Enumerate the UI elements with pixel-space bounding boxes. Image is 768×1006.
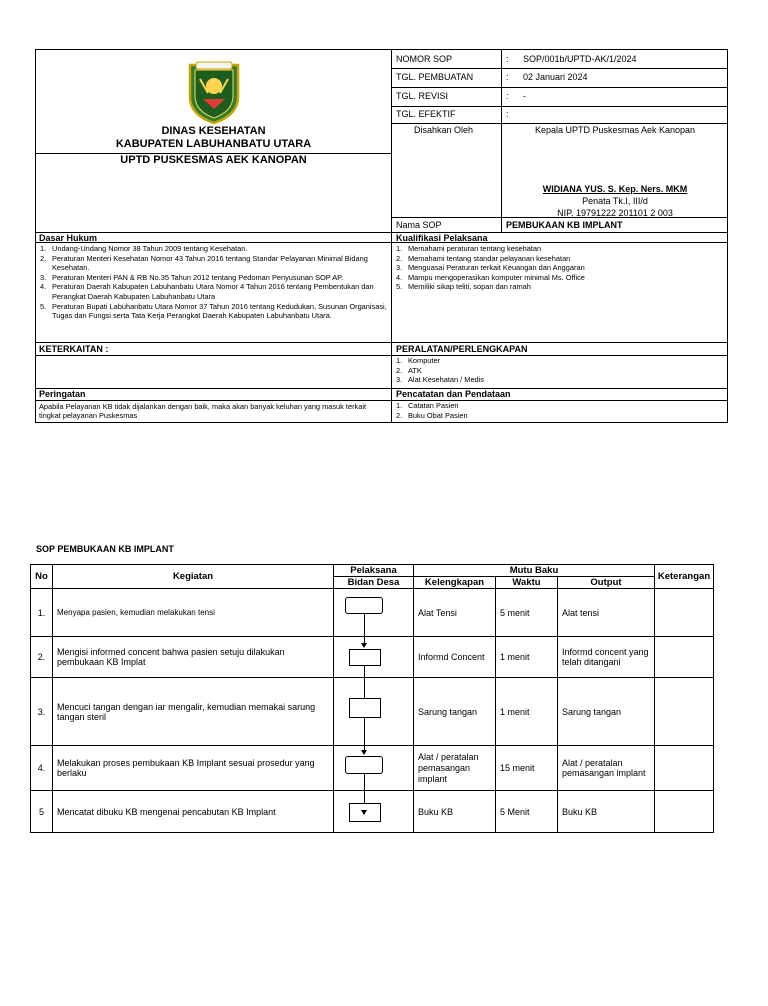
list-item: 2. Peraturan Menteri Kesehatan Nomor 43 Tahun 2016 tentang Standar Pelayanan Minimal Bidang Kesehatan. (40, 253, 368, 273)
col-header-bidan-desa: Bidan Desa (334, 577, 414, 589)
flowchart-cell (334, 678, 414, 746)
row-waktu: 5 menit (496, 589, 558, 637)
row-output: Alat / peratalan pemasangan implant (558, 746, 655, 791)
col-header-no: No (31, 565, 53, 589)
procedure-table (30, 564, 714, 833)
dasar-hukum-list (38, 244, 388, 321)
list-item: 3. Peraturan Menteri PAN & RB No.35 Tahun 2012 tentang Pedoman Penyusunan SOP AP. (40, 272, 344, 282)
list-item: 1. Komputer (396, 356, 441, 365)
flowchart-cell (334, 589, 414, 637)
row-kelengkapan: Sarung tangan (414, 678, 496, 746)
table-row (31, 637, 714, 678)
list-item: 3. Menguasai Peraturan terkait Keuangan dan Anggaran (396, 263, 585, 273)
flowchart-start-terminal (345, 597, 383, 614)
org-name-line-2: KABUPATEN LABUHANBATU UTARA (115, 138, 312, 150)
list-item: 4. Mampu mengoperasikan komputer minimal Ms. Office (396, 272, 585, 282)
row-no: 4. (31, 746, 53, 791)
row-no: 5 (31, 791, 53, 833)
row-waktu: 5 Menit (496, 791, 558, 833)
procedure-title: SOP PEMBUKAAN KB IMPLANT (36, 544, 174, 554)
col-header-kegiatan: Kegiatan (53, 565, 334, 589)
meta-value-tgl-pembuatan: 02 Januari 2024 (523, 72, 588, 82)
row-keterangan (655, 791, 714, 833)
row-kelengkapan: Alat / peratalan pemasangan implant (414, 746, 496, 791)
org-name-line-1: DINAS KESEHATAN (161, 125, 266, 137)
flowchart-end-terminal (345, 756, 383, 774)
meta-sep: : (506, 109, 509, 119)
row-kegiatan: Mengisi informed concent bahwa pasien setuju dilakukan pembukaan KB Implat (53, 637, 334, 678)
peralatan-list (394, 356, 724, 385)
meta-sep: : (506, 72, 509, 82)
col-header-pelaksana: Pelaksana (334, 565, 414, 577)
table-row (31, 678, 714, 746)
flowchart-cell (334, 791, 414, 833)
row-keterangan (655, 637, 714, 678)
row-kegiatan: Menyapa pasien, kemudian melakukan tensi (53, 589, 334, 637)
col-header-output: Output (558, 577, 655, 589)
flowchart-process-box (349, 649, 381, 666)
row-waktu: 1 menit (496, 678, 558, 746)
meta-sep: : (506, 91, 509, 101)
meta-sep: : (506, 54, 509, 64)
approved-by-label: Disahkan Oleh (414, 125, 474, 135)
row-waktu: 1 menit (496, 637, 558, 678)
row-kelengkapan: Buku KB (414, 791, 496, 833)
row-kegiatan: Melakukan proses pembukaan KB Implant sesuai prosedur yang berlaku (53, 746, 334, 791)
row-kegiatan: Mencuci tangan dengan iar mengalir, kemudian memakai sarung tangan steril (53, 678, 334, 746)
kualifikasi-title: Kualifikasi Pelaksana (396, 233, 488, 243)
list-item: 2. ATK (396, 365, 422, 375)
peralatan-title: PERALATAN/PERLENGKAPAN (396, 344, 528, 354)
row-kelengkapan: Alat Tensi (414, 589, 496, 637)
meta-label-nomor-sop: NOMOR SOP (396, 54, 453, 64)
flowchart-cell (334, 746, 414, 791)
list-item: 5. Memiliki sikap teliti, sopan dan ramah (396, 282, 531, 292)
org-name-line-3: UPTD PUSKESMAS AEK KANOPAN (120, 154, 307, 166)
kabupaten-logo-emblem (186, 59, 242, 125)
col-header-keterangan: Keterangan (655, 565, 714, 589)
list-item: 2. Buku Obat Pasien (396, 410, 468, 420)
meta-label-tgl-revisi: TGL. REVISI (396, 91, 449, 101)
table-row (31, 791, 714, 833)
row-output: Buku KB (558, 791, 655, 833)
row-output: Informd concent yang telah ditangani (558, 637, 655, 678)
pencatatan-title: Pencatatan dan Pendataan (396, 389, 511, 399)
row-kegiatan: Mencatat dibuku KB mengenai pencabutan KB Implant (53, 791, 334, 833)
row-output: Sarung tangan (558, 678, 655, 746)
row-keterangan (655, 589, 714, 637)
table-row (31, 589, 714, 637)
col-header-kelengkapan: Kelengkapan (414, 577, 496, 589)
meta-label-tgl-pembuatan: TGL. PEMBUATAN (396, 72, 474, 82)
meta-value-tgl-revisi: - (523, 91, 526, 101)
row-kelengkapan: Informd Concent (414, 637, 496, 678)
flowchart-process-box (349, 698, 381, 718)
table-row (31, 746, 714, 791)
peringatan-text: Apabila Pelayanan KB tidak dijalankan dengan baik, maka akan banyak keluhan yang masuk terkait tingkat pelayanan Puskesmas (39, 402, 367, 421)
sop-name: PEMBUKAAN KB IMPLANT (506, 220, 623, 230)
peringatan-title: Peringatan (39, 389, 86, 399)
row-output: Alat tensi (558, 589, 655, 637)
list-item: 4. Peraturan Daerah Kabupaten Labuhanbatu Utara Nomor 4 Tahun 2016 tentang Pembentukan dan Perangkat Daerah Kabupaten Labuhanbatu Utara (40, 282, 374, 301)
keterkaitan-title: KETERKAITAN : (39, 344, 109, 354)
dasar-hukum-title: Dasar Hukum (39, 233, 98, 243)
list-item: 5. Peraturan Bupati Labuhanbatu Utara Nomor 37 Tahun 2016 tentang Kedudukan, Susunan Organisasi, Tugas dan Fungsi serta Tata Kerja Perangkat Daerah Kabupaten Labuhanbatu Utara. (40, 301, 387, 321)
list-item: 3. Alat Kesehatan / Medis (396, 375, 485, 385)
row-no: 2. (31, 637, 53, 678)
kualifikasi-list (394, 244, 724, 292)
pencatatan-list (394, 401, 724, 420)
col-header-waktu: Waktu (496, 577, 558, 589)
flowchart-cell (334, 637, 414, 678)
row-no: 3. (31, 678, 53, 746)
list-item: 2. Memahami tentang standar pelayanan kesehatan (396, 253, 571, 263)
meta-label-tgl-efektif: TGL. EFEKTIF (396, 109, 456, 119)
row-keterangan (655, 746, 714, 791)
approver-nip: NIP. 19791222 201101 2 003 (557, 208, 673, 218)
list-item: 1. Undang-Undang Nomor 38 Tahun 2009 tentang Kesehatan. (40, 244, 248, 253)
approver-rank: Penata Tk.I, III/d (582, 196, 648, 206)
sop-name-label: Nama SOP (396, 220, 442, 230)
approver-name: WIDIANA YUS. S. Kep. Ners. MKM (542, 184, 688, 194)
col-header-mutu-baku: Mutu Baku (414, 565, 655, 577)
approver-title: Kepala UPTD Puskesmas Aek Kanopan (534, 125, 696, 135)
row-waktu: 15 menit (496, 746, 558, 791)
row-keterangan (655, 678, 714, 746)
sop-header-table (35, 49, 728, 423)
row-no: 1. (31, 589, 53, 637)
meta-value-nomor-sop: SOP/001b/UPTD-AK/1/2024 (523, 54, 637, 64)
list-item: 1. Memahami peraturan tentang kesehatan (396, 244, 542, 253)
list-item: 1. Catatan Pasien (396, 401, 459, 410)
